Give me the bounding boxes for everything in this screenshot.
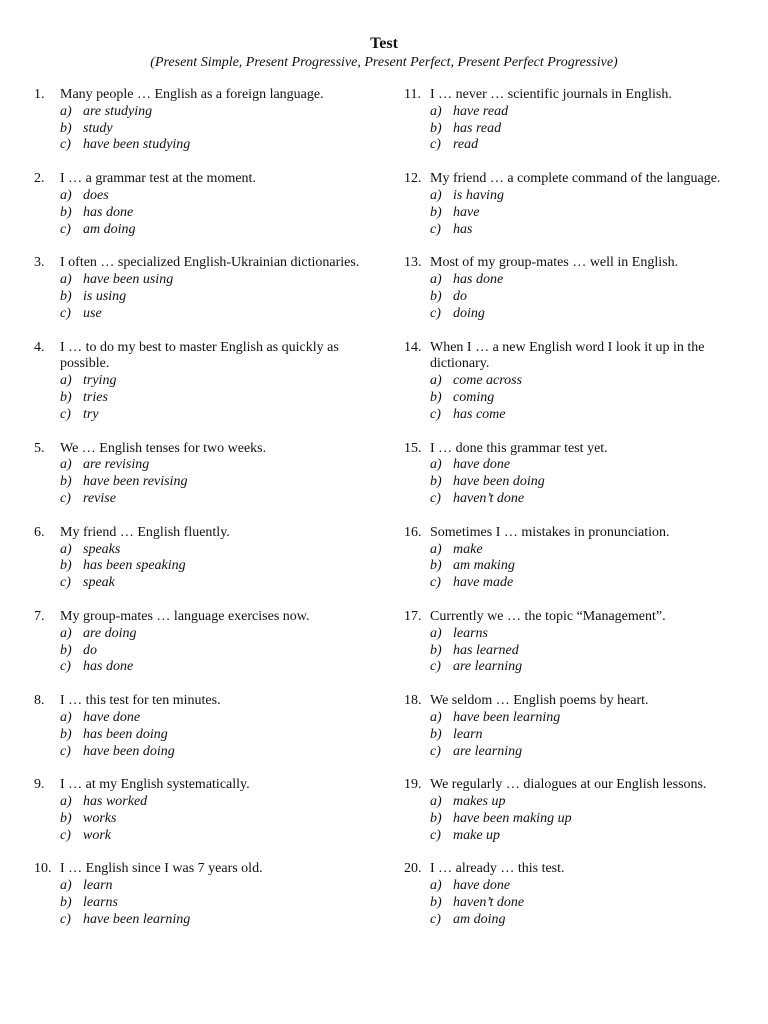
option-letter: c) (60, 221, 71, 237)
option-text: have been studying (83, 137, 191, 153)
option-text: have been doing (453, 474, 545, 490)
option-text: has done (453, 272, 504, 288)
option-text: has done (83, 659, 134, 675)
question-stem (404, 777, 724, 794)
question-stem (404, 861, 724, 878)
answer-option (404, 794, 724, 811)
question-text: My group-mates … language exercises now. (60, 608, 310, 624)
option-text: learns (83, 895, 118, 911)
option-text: am doing (453, 911, 506, 927)
question-item (404, 340, 724, 424)
option-letter: a) (60, 709, 72, 725)
question-number: 19. (404, 777, 422, 793)
option-letter: b) (60, 204, 72, 220)
answer-option (404, 542, 724, 559)
option-text: has (453, 221, 473, 237)
option-letter: a) (430, 373, 442, 389)
option-letter: a) (60, 272, 72, 288)
option-letter: a) (430, 272, 442, 288)
question-text: Most of my group-mates … well in English. (430, 255, 679, 271)
option-letter: c) (430, 827, 441, 843)
answer-option (404, 727, 724, 744)
answer-options (34, 794, 374, 844)
question-text: When I … a new English word I look it up in the dictionary. (430, 339, 705, 372)
answer-option (404, 390, 724, 407)
answer-option (34, 121, 374, 138)
question-number: 17. (404, 608, 422, 624)
option-letter: c) (60, 827, 71, 843)
option-text: learns (453, 625, 488, 641)
option-text: have done (453, 457, 511, 473)
option-letter: a) (60, 103, 72, 119)
answer-option (34, 407, 374, 424)
question-item (404, 171, 724, 238)
question-stem (34, 609, 374, 626)
question-item (34, 441, 374, 508)
answer-option (34, 188, 374, 205)
answer-option (404, 272, 724, 289)
answer-option (404, 575, 724, 592)
question-text: Currently we … the topic “Management”. (430, 608, 666, 624)
option-text: are doing (83, 625, 137, 641)
answer-option (34, 811, 374, 828)
question-number: 7. (34, 608, 45, 624)
option-letter: c) (60, 406, 71, 422)
option-text: works (83, 810, 117, 826)
answer-options (404, 104, 724, 154)
question-stem (34, 693, 374, 710)
option-text: are learning (453, 659, 523, 675)
option-letter: b) (430, 558, 442, 574)
answer-option (34, 659, 374, 676)
answer-option (404, 912, 724, 929)
option-letter: a) (430, 541, 442, 557)
option-letter: c) (60, 137, 71, 153)
option-letter: a) (60, 794, 72, 810)
option-text: is having (453, 187, 504, 203)
answer-option (404, 188, 724, 205)
option-text: have been doing (83, 743, 175, 759)
option-text: try (83, 406, 99, 422)
answer-option (34, 643, 374, 660)
option-text: have done (83, 709, 141, 725)
answer-options (404, 710, 724, 760)
question-number: 8. (34, 693, 45, 709)
answer-options (34, 626, 374, 676)
answer-option (34, 895, 374, 912)
question-text: I … done this grammar test yet. (430, 440, 608, 456)
option-text: have read (453, 103, 509, 119)
answer-option (404, 373, 724, 390)
answer-option (34, 878, 374, 895)
answer-option (34, 306, 374, 323)
option-letter: a) (430, 457, 442, 473)
option-text: has read (453, 120, 502, 136)
question-stem (404, 340, 724, 374)
option-letter: a) (430, 709, 442, 725)
option-text: are revising (83, 457, 150, 473)
option-text: have been learning (453, 709, 561, 725)
answer-option (404, 205, 724, 222)
answer-option (34, 390, 374, 407)
question-text: My friend … a complete command of the language. (430, 171, 721, 187)
question-number: 18. (404, 693, 422, 709)
answer-option (34, 457, 374, 474)
answer-option (34, 272, 374, 289)
answer-option (34, 205, 374, 222)
question-stem (404, 525, 724, 542)
option-letter: c) (430, 911, 441, 927)
option-letter: c) (430, 575, 441, 591)
question-stem (404, 171, 724, 188)
question-stem (34, 340, 374, 374)
answer-option (404, 811, 724, 828)
option-letter: a) (60, 878, 72, 894)
option-text: study (83, 120, 113, 136)
option-letter: b) (60, 120, 72, 136)
option-text: are studying (83, 103, 153, 119)
question-text: I often … specialized English-Ukrainian dictionaries. (60, 255, 360, 271)
option-letter: b) (430, 642, 442, 658)
answer-option (34, 794, 374, 811)
option-letter: c) (430, 137, 441, 153)
answer-option (34, 104, 374, 121)
option-text: has worked (83, 794, 148, 810)
option-text: is using (83, 288, 127, 304)
question-text: I … never … scientific journals in English. (430, 87, 672, 102)
option-text: doing (453, 305, 485, 321)
question-number: 4. (34, 339, 45, 355)
option-text: makes up (453, 794, 506, 810)
answer-option (404, 878, 724, 895)
option-letter: c) (430, 406, 441, 422)
option-letter: c) (60, 743, 71, 759)
answer-option (404, 474, 724, 491)
option-text: am making (453, 558, 515, 574)
answer-option (404, 491, 724, 508)
question-text: I … a grammar test at the moment. (60, 171, 256, 187)
question-item (34, 693, 374, 760)
option-text: haven’t done (453, 490, 525, 506)
answer-options (34, 542, 374, 592)
option-letter: b) (60, 474, 72, 490)
option-letter: a) (430, 794, 442, 810)
question-number: 12. (404, 171, 422, 187)
answer-option (34, 710, 374, 727)
option-text: learn (83, 878, 113, 894)
answer-options (404, 794, 724, 844)
answer-option (404, 407, 724, 424)
answer-options (34, 104, 374, 154)
answer-option (404, 626, 724, 643)
question-number: 20. (404, 861, 422, 877)
question-stem (34, 777, 374, 794)
option-text: read (453, 137, 479, 153)
option-text: have been making up (453, 810, 572, 826)
question-number: 11. (404, 87, 421, 102)
option-text: haven’t done (453, 895, 525, 911)
question-number: 13. (404, 255, 422, 271)
option-letter: c) (60, 659, 71, 675)
option-letter: c) (430, 221, 441, 237)
question-number: 10. (34, 861, 52, 877)
question-stem (34, 255, 374, 272)
option-text: revise (83, 490, 116, 506)
answer-options (34, 272, 374, 322)
question-text: I … this test for ten minutes. (60, 693, 221, 709)
option-letter: b) (60, 810, 72, 826)
question-item (34, 340, 374, 424)
answer-option (34, 828, 374, 845)
question-stem (34, 87, 374, 104)
option-letter: a) (430, 187, 442, 203)
option-letter: c) (430, 305, 441, 321)
answer-option (404, 222, 724, 239)
option-letter: b) (430, 895, 442, 911)
page-subtitle: (Present Simple, Present Progressive, Present Perfect, Present Perfect Progressive) (150, 55, 618, 70)
option-text: are learning (453, 743, 523, 759)
option-text: do (453, 288, 467, 304)
answer-options (34, 878, 374, 928)
answer-option (34, 373, 374, 390)
answer-option (34, 222, 374, 239)
answer-option (34, 137, 374, 154)
answer-option (404, 643, 724, 660)
questions-column-right (404, 87, 724, 946)
answer-option (404, 121, 724, 138)
question-text: I … at my English systematically. (60, 777, 250, 793)
option-text: coming (453, 389, 495, 405)
option-text: come across (453, 373, 523, 389)
option-letter: a) (60, 625, 72, 641)
answer-options (404, 542, 724, 592)
option-letter: b) (430, 389, 442, 405)
question-item (34, 777, 374, 844)
option-text: have been learning (83, 911, 191, 927)
question-stem (34, 861, 374, 878)
questions-column-left (34, 87, 374, 946)
question-item (34, 609, 374, 676)
question-number: 16. (404, 524, 422, 540)
answer-option (404, 457, 724, 474)
answer-option (34, 558, 374, 575)
option-letter: b) (60, 288, 72, 304)
answer-options (404, 878, 724, 928)
question-item (404, 777, 724, 844)
question-text: Many people … English as a foreign language. (60, 87, 324, 102)
question-number: 15. (404, 440, 422, 456)
question-item (404, 441, 724, 508)
option-text: make up (453, 827, 501, 843)
option-letter: a) (60, 187, 72, 203)
answer-options (404, 188, 724, 238)
answer-option (34, 727, 374, 744)
question-item (34, 255, 374, 322)
question-stem (404, 609, 724, 626)
option-letter: b) (60, 895, 72, 911)
answer-option (34, 289, 374, 306)
option-text: tries (83, 389, 108, 405)
question-number: 5. (34, 440, 45, 456)
answer-options (34, 710, 374, 760)
answer-option (404, 828, 724, 845)
question-item (34, 861, 374, 928)
option-text: have (453, 204, 480, 220)
option-letter: a) (60, 457, 72, 473)
option-letter: b) (430, 288, 442, 304)
option-text: am doing (83, 221, 136, 237)
option-text: work (83, 827, 111, 843)
option-text: has been doing (83, 726, 168, 742)
question-text: I … English since I was 7 years old. (60, 861, 263, 877)
option-letter: b) (430, 474, 442, 490)
question-stem (34, 171, 374, 188)
answer-option (404, 558, 724, 575)
option-text: has been speaking (83, 558, 186, 574)
option-letter: c) (60, 911, 71, 927)
question-number: 14. (404, 339, 422, 355)
question-item (404, 255, 724, 322)
option-letter: c) (430, 743, 441, 759)
answer-option (404, 137, 724, 154)
question-number: 1. (34, 87, 45, 102)
question-text: We seldom … English poems by heart. (430, 693, 649, 709)
question-item (404, 861, 724, 928)
option-text: do (83, 642, 97, 658)
option-text: have made (453, 575, 514, 591)
option-text: make (453, 541, 483, 557)
option-text: have done (453, 878, 511, 894)
option-letter: b) (60, 642, 72, 658)
question-item (34, 525, 374, 592)
answer-option (404, 659, 724, 676)
option-text: use (83, 305, 102, 321)
answer-option (34, 626, 374, 643)
option-letter: c) (60, 490, 71, 506)
question-item (404, 693, 724, 760)
option-text: has come (453, 406, 506, 422)
question-text: I … to do my best to master English as quickly as possible. (60, 339, 339, 372)
answer-option (34, 744, 374, 761)
question-item (404, 87, 724, 154)
option-text: trying (83, 373, 117, 389)
question-stem (34, 441, 374, 458)
question-stem (34, 525, 374, 542)
option-text: speak (83, 575, 115, 591)
answer-option (404, 104, 724, 121)
option-letter: b) (430, 120, 442, 136)
answer-option (34, 575, 374, 592)
answer-option (404, 306, 724, 323)
answer-options (404, 457, 724, 507)
option-letter: c) (430, 490, 441, 506)
answer-options (404, 626, 724, 676)
answer-option (404, 710, 724, 727)
answer-options (34, 373, 374, 423)
question-text: Sometimes I … mistakes in pronunciation. (430, 524, 670, 540)
question-number: 6. (34, 524, 45, 540)
question-text: We … English tenses for two weeks. (60, 440, 267, 456)
option-letter: a) (430, 878, 442, 894)
question-stem (404, 441, 724, 458)
option-text: have been using (83, 272, 174, 288)
option-text: has done (83, 204, 134, 220)
option-letter: b) (430, 726, 442, 742)
option-letter: c) (60, 575, 71, 591)
option-text: does (83, 187, 109, 203)
option-letter: c) (430, 659, 441, 675)
option-text: has learned (453, 642, 519, 658)
question-number: 3. (34, 255, 45, 271)
question-number: 2. (34, 171, 45, 187)
answer-option (34, 491, 374, 508)
option-letter: c) (60, 305, 71, 321)
option-letter: a) (430, 103, 442, 119)
question-text: I … already … this test. (430, 861, 565, 877)
question-item (34, 87, 374, 154)
option-text: have been revising (83, 474, 188, 490)
answer-options (404, 272, 724, 322)
answer-option (404, 895, 724, 912)
answer-options (34, 457, 374, 507)
answer-option (404, 744, 724, 761)
question-item (34, 171, 374, 238)
answer-option (34, 912, 374, 929)
option-letter: b) (430, 204, 442, 220)
question-stem (404, 255, 724, 272)
question-item (404, 609, 724, 676)
option-text: speaks (83, 541, 121, 557)
answer-option (34, 474, 374, 491)
question-number: 9. (34, 777, 45, 793)
page-title: Test (370, 35, 398, 52)
option-letter: a) (60, 373, 72, 389)
answer-option (34, 542, 374, 559)
question-stem (404, 87, 724, 104)
question-text: My friend … English fluently. (60, 524, 230, 540)
option-letter: b) (60, 558, 72, 574)
option-letter: a) (430, 625, 442, 641)
option-letter: a) (60, 541, 72, 557)
option-letter: b) (60, 389, 72, 405)
answer-option (404, 289, 724, 306)
option-letter: b) (60, 726, 72, 742)
option-letter: b) (430, 810, 442, 826)
answer-options (34, 188, 374, 238)
question-stem (404, 693, 724, 710)
question-item (404, 525, 724, 592)
option-text: learn (453, 726, 483, 742)
answer-options (404, 373, 724, 423)
question-text: We regularly … dialogues at our English lessons. (430, 777, 707, 793)
